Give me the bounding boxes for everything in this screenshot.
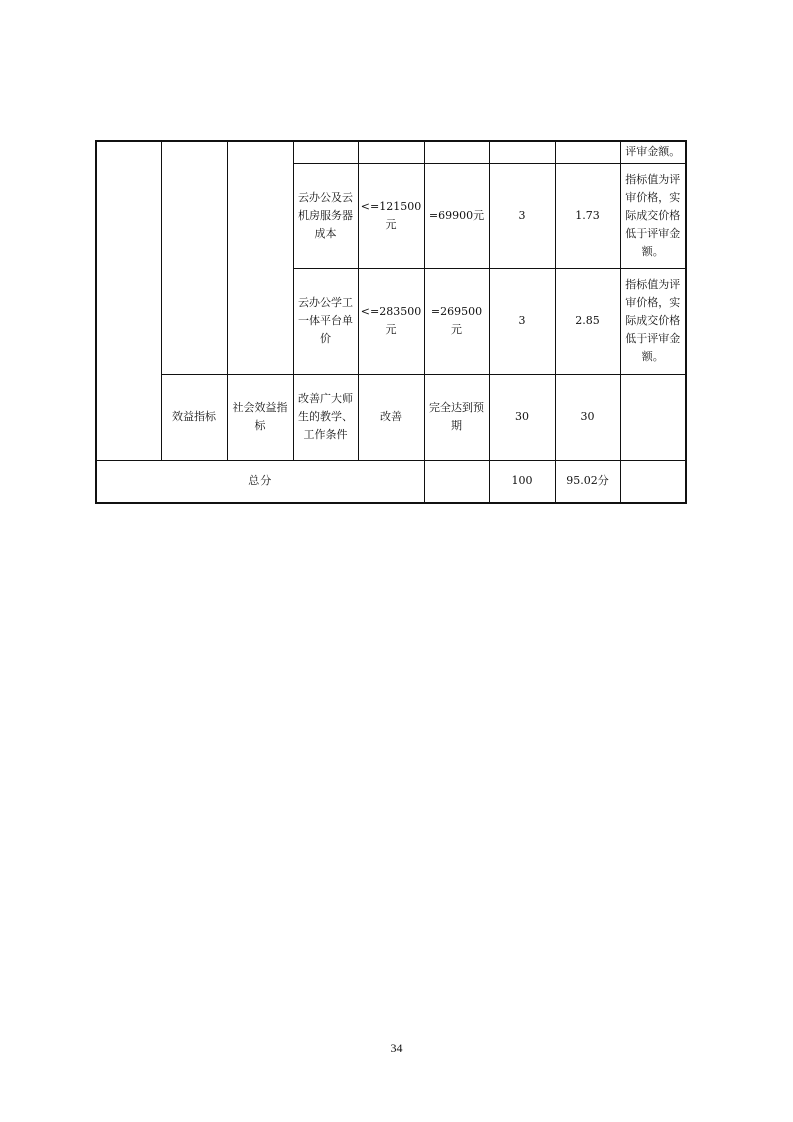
table-cell bbox=[358, 141, 424, 163]
table-cell bbox=[555, 141, 620, 163]
level2-cell: 社会效益指标 bbox=[227, 374, 293, 460]
note-cell: 指标值为评审价格，实际成交价格低于评审金额。 bbox=[620, 163, 686, 268]
target-cell: <=121500元 bbox=[358, 163, 424, 268]
indicator-cell: 云办公及云机房服务器成本 bbox=[293, 163, 358, 268]
table-cell bbox=[161, 141, 227, 374]
actual-cell bbox=[424, 460, 489, 503]
total-label: 总分 bbox=[96, 460, 424, 503]
note-cell bbox=[620, 374, 686, 460]
target-cell: <=283500元 bbox=[358, 268, 424, 374]
actual-cell: =69900元 bbox=[424, 163, 489, 268]
page-number: 34 bbox=[390, 1041, 403, 1055]
table-cell bbox=[227, 141, 293, 374]
table-row bbox=[96, 141, 686, 163]
target-cell: 改善 bbox=[358, 374, 424, 460]
note-cell bbox=[620, 460, 686, 503]
weight-cell: 3 bbox=[489, 163, 555, 268]
table-row bbox=[96, 460, 686, 503]
actual-cell: =269500元 bbox=[424, 268, 489, 374]
score-cell: 30 bbox=[555, 374, 620, 460]
table-cell bbox=[424, 141, 489, 163]
indicator-cell: 改善广大师生的教学、工作条件 bbox=[293, 374, 358, 460]
level1-cell: 效益指标 bbox=[161, 374, 227, 460]
indicator-cell: 云办公学工一体平台单价 bbox=[293, 268, 358, 374]
actual-cell: 完全达到预期 bbox=[424, 374, 489, 460]
weight-cell: 30 bbox=[489, 374, 555, 460]
performance-evaluation-table bbox=[95, 140, 687, 504]
weight-cell: 100 bbox=[489, 460, 555, 503]
weight-cell: 3 bbox=[489, 268, 555, 374]
note-cell: 指标值为评审价格，实际成交价格低于评审金额。 bbox=[620, 268, 686, 374]
table-cell bbox=[293, 141, 358, 163]
score-cell: 2.85 bbox=[555, 268, 620, 374]
table-cell bbox=[489, 141, 555, 163]
score-cell: 1.73 bbox=[555, 163, 620, 268]
note-cell: 评审金额。 bbox=[620, 141, 686, 163]
score-cell: 95.02分 bbox=[555, 460, 620, 503]
table-cell bbox=[96, 141, 161, 460]
table-row bbox=[96, 374, 686, 460]
